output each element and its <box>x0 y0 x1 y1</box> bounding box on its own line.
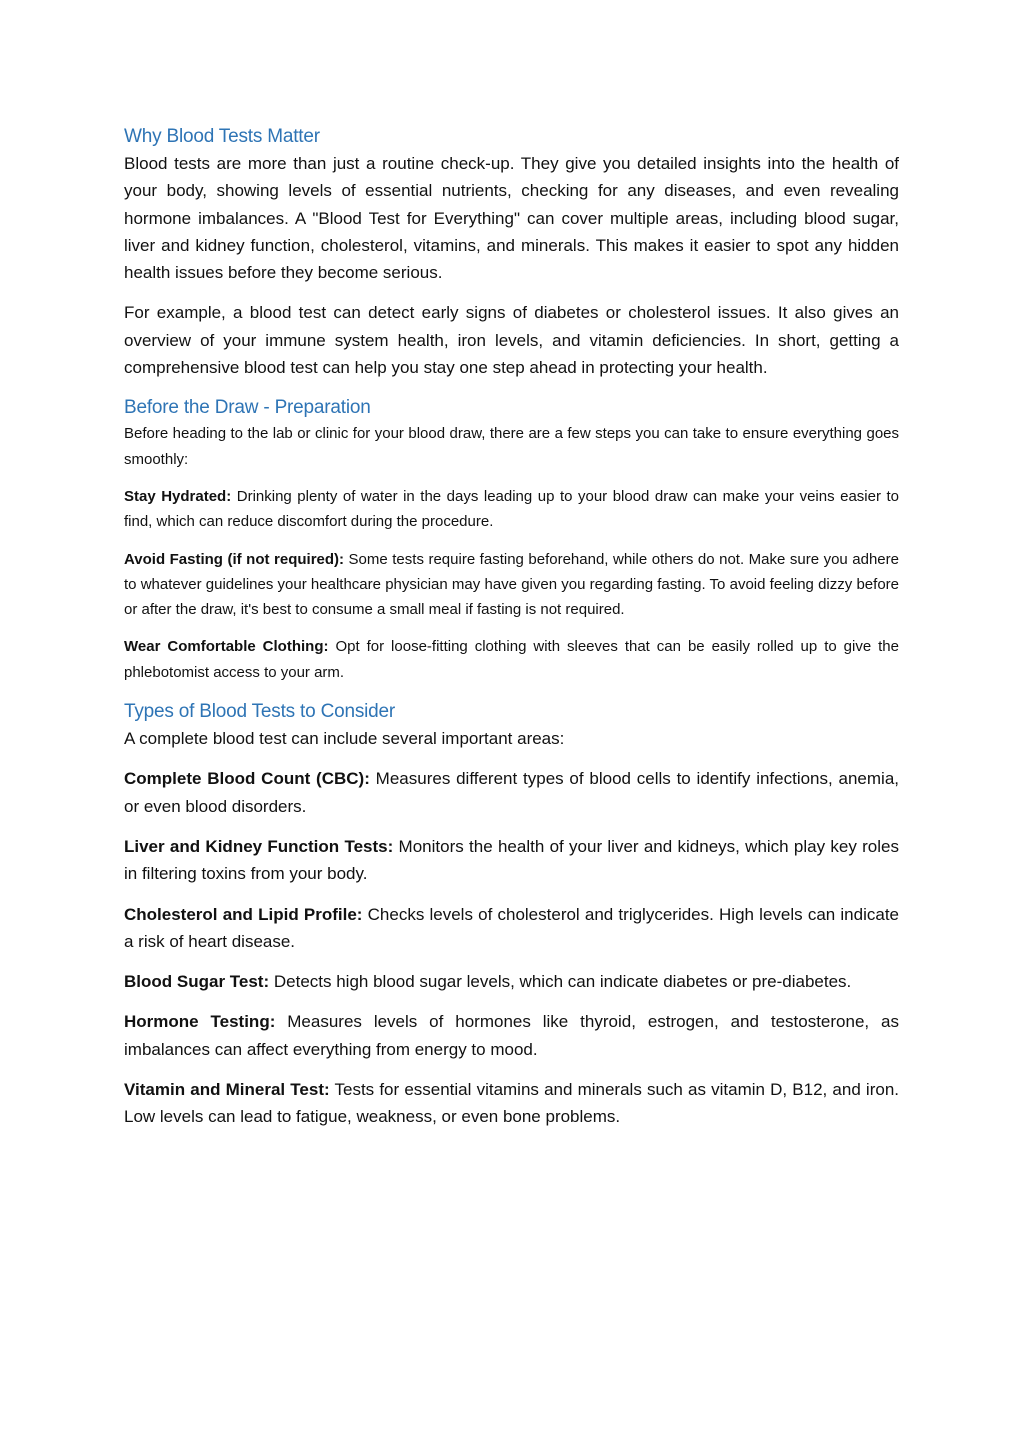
section-types-of-blood-tests <box>124 725 899 1131</box>
list-item <box>124 1076 899 1131</box>
item-text: Some tests require fasting beforehand, while others do not. Make sure you adhere to whatever guidelines your healthcare physician may have given you regarding fasting. To avoid feeling dizzy before or after the draw, it's best to consume a small meal if fasting is not required. <box>124 550 899 619</box>
list-item <box>124 901 899 956</box>
item-term: Stay Hydrated: <box>124 487 232 505</box>
item-text: Measures levels of hormones like thyroid, estrogen, and testosterone, as imbalances can affect everything from energy to mood. <box>124 1012 899 1059</box>
document-page <box>124 124 899 1131</box>
item-term: Wear Comfortable Clothing: <box>124 638 329 656</box>
section-intro: Before heading to the lab or clinic for your blood draw, there are a few steps you can take to ensure everything goes smoothly: <box>124 425 899 468</box>
item-text: Tests for essential vitamins and minerals such as vitamin D, B12, and iron. Low levels can lead to fatigue, weakness, or even bone problems. <box>124 1080 900 1127</box>
item-text: Checks levels of cholesterol and triglycerides. High levels can indicate a risk of heart disease. <box>124 904 900 951</box>
item-term: Avoid Fasting (if not required): <box>124 550 345 568</box>
item-term: Vitamin and Mineral Test: <box>124 1080 330 1100</box>
item-term: Complete Blood Count (CBC): <box>124 769 370 789</box>
item-term: Hormone Testing: <box>124 1012 276 1032</box>
list-item <box>124 547 899 623</box>
item-term: Cholesterol and Lipid Profile: <box>124 904 363 924</box>
item-text: Monitors the health of your liver and kidneys, which play key roles in filtering toxins from your body. <box>124 836 899 884</box>
section-heading: Why Blood Tests Matter <box>124 126 320 147</box>
item-text: Measures different types of blood cells to identify infections, anemia, or even blood disorders. <box>124 769 900 816</box>
item-text: Detects high blood sugar levels, which can indicate diabetes or pre-diabetes. <box>269 972 852 992</box>
item-term: Liver and Kidney Function Tests: <box>124 836 394 856</box>
paragraph: For example, a blood test can detect early signs of diabetes or cholesterol issues. It also gives an overview of your immune system health, iron levels, and vitamin deficiencies. In short, getting a comprehensive blood test can help you stay one step ahead in protecting your health. <box>124 303 899 378</box>
list-item <box>124 833 899 888</box>
section-heading: Types of Blood Tests to Consider <box>124 701 396 723</box>
list-item <box>124 1008 899 1063</box>
item-text: Opt for loose-fitting clothing with sleeves that can be easily rolled up to give the phlebotomist access to your arm. <box>124 638 899 681</box>
section-before-the-draw <box>124 421 899 685</box>
list-item <box>124 634 899 685</box>
paragraph: Blood tests are more than just a routine check-up. They give you detailed insights into the health of your body, showing levels of essential nutrients, checking for any diseases, and even revealing hormone imbalances. A "Blood Test for Everything" can cover multiple areas, including blood sugar, liver and kidney function, cholesterol, vitamins, and minerals. This makes it easier to spot any hidden health issues before they become serious. <box>124 154 899 283</box>
list-item <box>124 765 899 820</box>
section-intro: A complete blood test can include several important areas: <box>124 729 565 749</box>
item-text: Drinking plenty of water in the days leading up to your blood draw can make your veins easier to find, which can reduce discomfort during the procedure. <box>124 487 899 531</box>
item-term: Blood Sugar Test: <box>124 972 270 992</box>
list-item <box>124 968 899 995</box>
list-item <box>124 484 899 535</box>
section-why-blood-tests-matter <box>124 124 899 381</box>
section-heading: Before the Draw - Preparation <box>124 397 371 419</box>
